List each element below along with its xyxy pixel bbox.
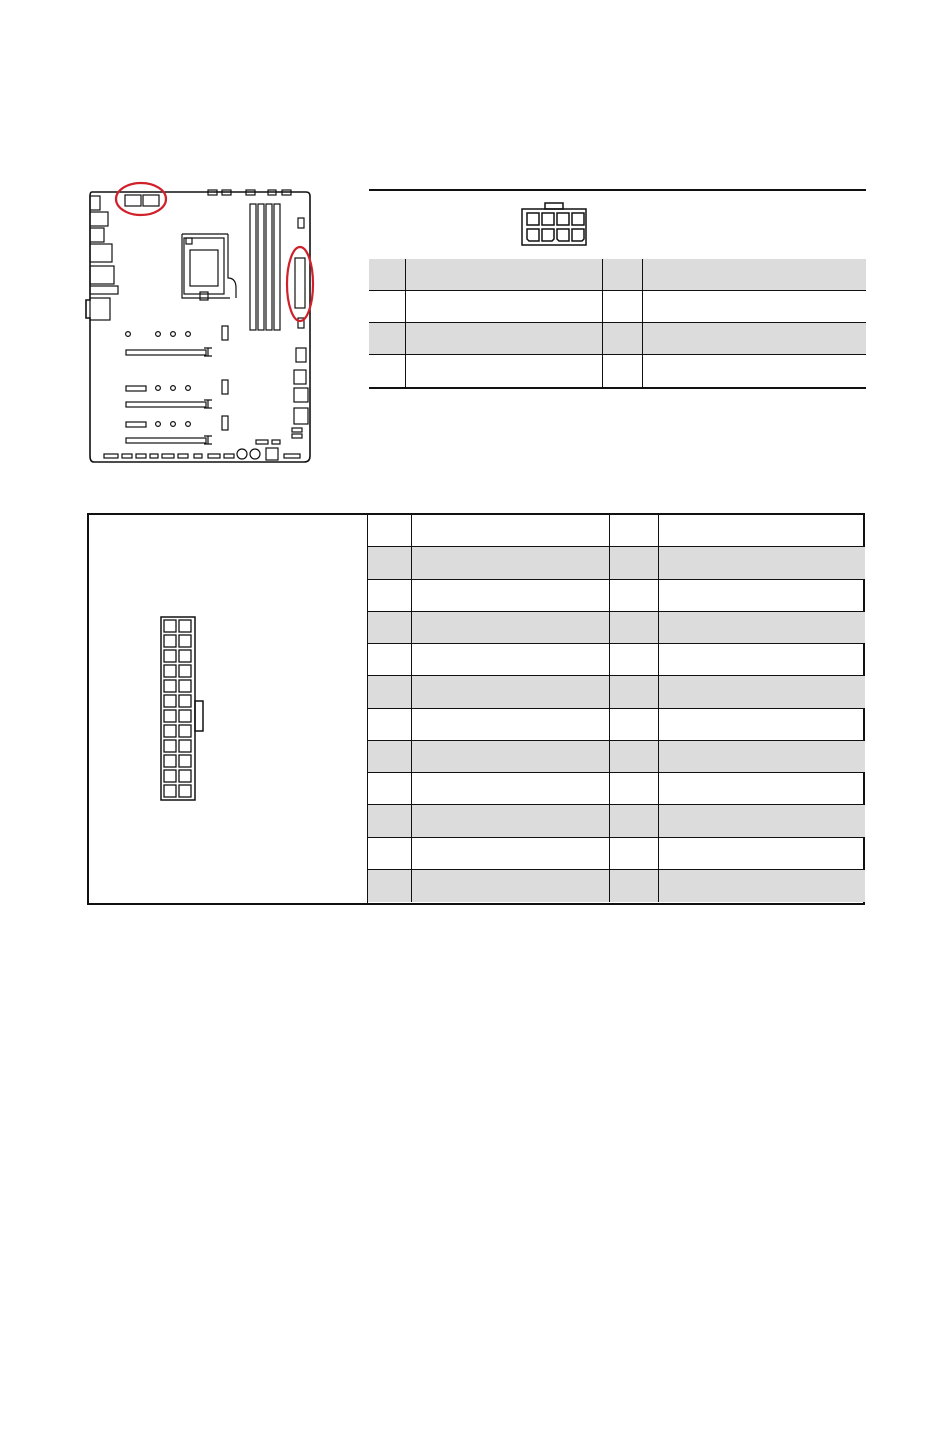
signal-name (412, 741, 610, 772)
signal-name (412, 515, 610, 546)
connector-pin (164, 785, 176, 797)
connector-pin (179, 710, 191, 722)
table-row (368, 741, 865, 773)
table-row (369, 259, 866, 291)
pin-number (610, 547, 659, 578)
cpu-power-pinout-table (369, 189, 866, 389)
signal-name (659, 612, 865, 643)
pin-number (610, 805, 659, 836)
pin-number (368, 515, 412, 546)
signal-name (412, 773, 610, 804)
pin-number (368, 805, 412, 836)
pin-number (369, 291, 406, 322)
connector-pin (164, 620, 176, 632)
signal-name (659, 580, 865, 611)
connector-pin (179, 725, 191, 737)
table-row (368, 515, 865, 547)
motherboard-outline-icon (78, 178, 318, 470)
pin-number (368, 870, 412, 902)
pin-number (369, 259, 406, 290)
pin-number (610, 709, 659, 740)
pin-number (368, 838, 412, 869)
connector-pin (179, 620, 191, 632)
signal-name (659, 515, 865, 546)
table-row (368, 676, 865, 708)
connector-pin (179, 785, 191, 797)
pin-number (368, 547, 412, 578)
pin-number (603, 291, 643, 322)
connector-pin (179, 755, 191, 767)
connector-pin (164, 710, 176, 722)
signal-name (643, 259, 866, 290)
signal-name (406, 291, 603, 322)
signal-name (412, 580, 610, 611)
pin-number (603, 355, 643, 388)
signal-name (412, 676, 610, 707)
pin-number (368, 773, 412, 804)
connector-pin (179, 770, 191, 782)
signal-name (659, 805, 865, 836)
pin-number (610, 870, 659, 902)
pin-number (610, 773, 659, 804)
connector-pin (164, 740, 176, 752)
table-row (368, 644, 865, 676)
connector-pin (164, 635, 176, 647)
signal-name (659, 709, 865, 740)
connector-pin (179, 665, 191, 677)
connector-pin (164, 770, 176, 782)
connector-pin (164, 650, 176, 662)
table-row (368, 580, 865, 612)
signal-name (659, 547, 865, 578)
signal-name (412, 870, 610, 902)
pin-number (610, 515, 659, 546)
connector-pin (179, 635, 191, 647)
signal-name (659, 773, 865, 804)
signal-name (406, 355, 603, 388)
table-row (369, 291, 866, 323)
signal-name (412, 805, 610, 836)
pin-number (368, 709, 412, 740)
connector-pin (164, 665, 176, 677)
pin-number (610, 612, 659, 643)
pin-number (610, 644, 659, 675)
signal-name (406, 323, 603, 354)
signal-name (659, 870, 865, 902)
pin-number (369, 355, 406, 388)
pin-number (603, 259, 643, 290)
connector-pin (179, 680, 191, 692)
connector-pin (164, 725, 176, 737)
pin-number (610, 838, 659, 869)
table-row (368, 870, 865, 902)
signal-name (643, 291, 866, 322)
pin-number (368, 612, 412, 643)
signal-name (659, 676, 865, 707)
pin-number (368, 580, 412, 611)
signal-name (643, 355, 866, 388)
table-row (368, 612, 865, 644)
table-row (368, 547, 865, 579)
table-row (368, 805, 865, 837)
signal-name (406, 259, 603, 290)
signal-name (412, 838, 610, 869)
pin-number (368, 676, 412, 707)
pin-number (610, 580, 659, 611)
signal-name (659, 644, 865, 675)
connector-pin (164, 680, 176, 692)
motherboard-diagram (78, 178, 318, 470)
signal-name (412, 612, 610, 643)
signal-name (659, 838, 865, 869)
atx-power-pinout-table (87, 513, 865, 905)
signal-name (643, 323, 866, 354)
table-row (369, 323, 866, 355)
8-pin-connector-icon (519, 199, 589, 249)
signal-name (412, 547, 610, 578)
connector-pin (179, 740, 191, 752)
pin-number (610, 676, 659, 707)
connector-pin (179, 695, 191, 707)
table-row (368, 709, 865, 741)
pin-number (368, 644, 412, 675)
table-row (369, 355, 866, 388)
signal-name (412, 709, 610, 740)
pin-number (369, 323, 406, 354)
pin-number (610, 741, 659, 772)
cpu-power-table-header (369, 191, 866, 260)
connector-pin (164, 755, 176, 767)
signal-name (659, 741, 865, 772)
table-row (368, 773, 865, 805)
24-pin-connector-icon (159, 615, 219, 803)
connector-pin (164, 695, 176, 707)
pin-number (603, 323, 643, 354)
connector-pin (179, 650, 191, 662)
pin-number (368, 741, 412, 772)
signal-name (412, 644, 610, 675)
atx-connector-cell (89, 515, 368, 903)
table-row (368, 838, 865, 870)
